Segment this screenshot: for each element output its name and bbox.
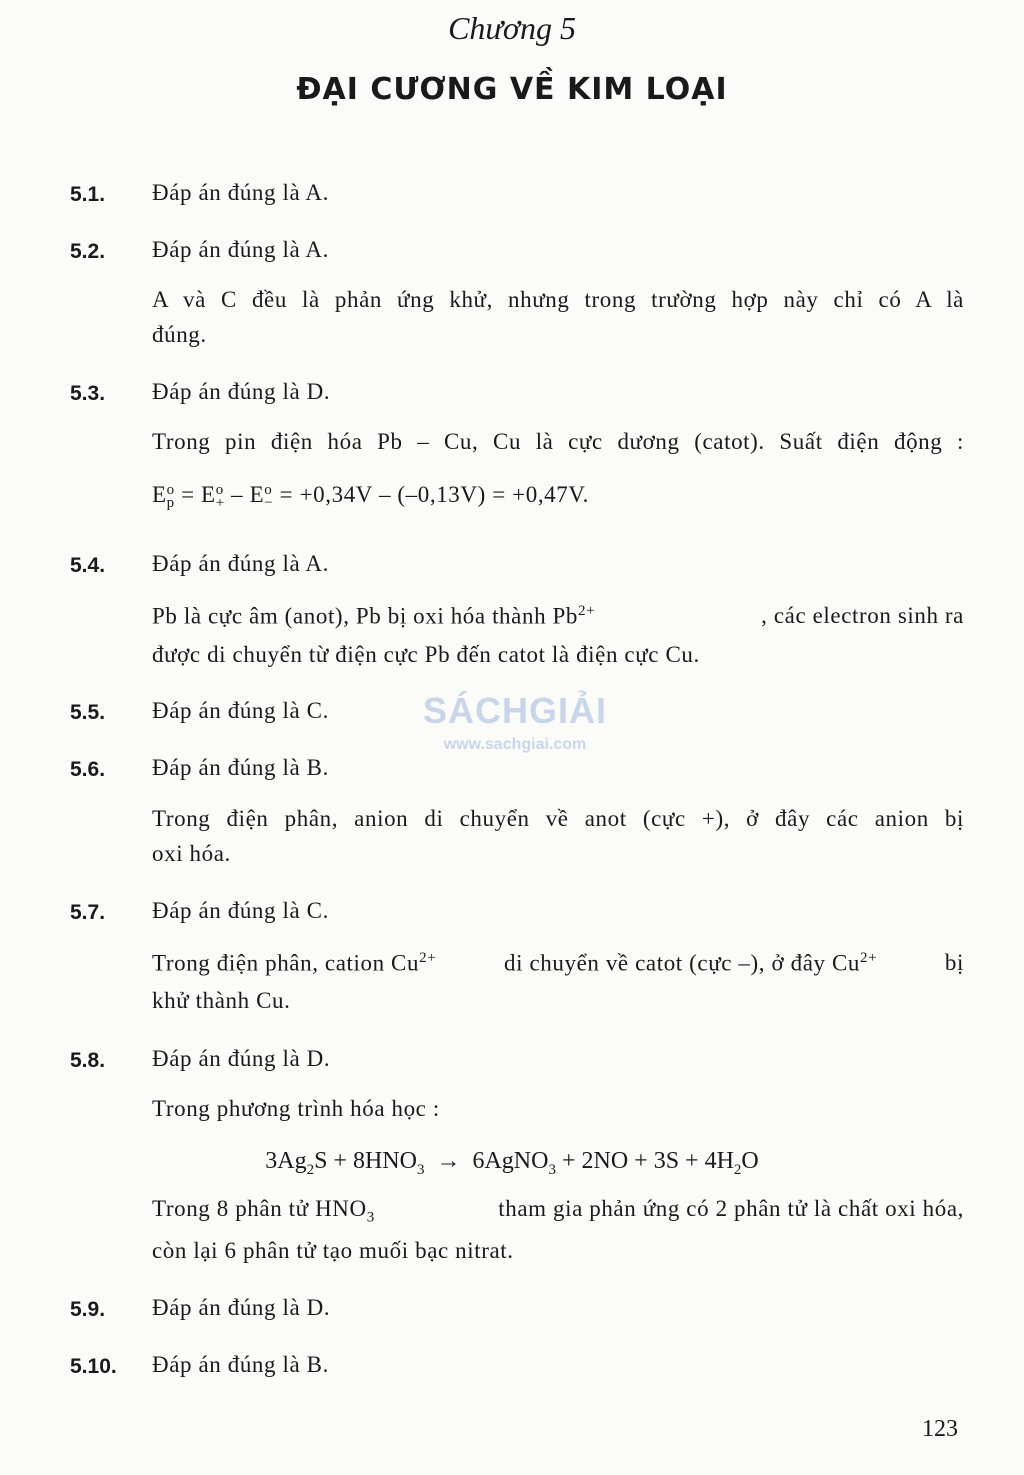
page-number: 123 xyxy=(922,1416,958,1442)
item-number: 5.10. xyxy=(70,1355,117,1378)
item-number: 5.2. xyxy=(70,240,106,263)
answer-text: Đáp án đúng là A. xyxy=(152,180,329,205)
item-number: 5.7. xyxy=(70,901,106,924)
answer-text: Đáp án đúng là B. xyxy=(152,755,329,780)
explanation-line: Trong phương trình hóa học : xyxy=(152,1096,440,1121)
item-number: 5.9. xyxy=(70,1298,106,1321)
watermark-url: www.sachgiai.com xyxy=(443,736,587,753)
watermark xyxy=(410,690,620,754)
explanation-line: được di chuyển từ điện cực Pb đến catot là điện cực Cu. xyxy=(152,642,700,667)
explanation-line: đúng. xyxy=(152,322,207,347)
answer-text: Đáp án đúng là B. xyxy=(152,1352,329,1377)
answer-text: Đáp án đúng là C. xyxy=(152,898,329,923)
item-number: 5.5. xyxy=(70,701,106,724)
explanation-line: còn lại 6 phân tử tạo muối bạc nitrat. xyxy=(152,1238,514,1263)
explanation-line: Pb là cực âm (anot), Pb bị oxi hóa thành $Pb^{2+}$ , các electron sinh ra xyxy=(152,603,964,629)
item-number: 5.3. xyxy=(70,382,106,405)
explanation-line: Trong 8 phân tử $HNO_3$ tham gia phản ứng có 2 phân tử là chất oxi hóa, xyxy=(152,1196,964,1226)
explanation-line: Trong điện phân, cation $Cu^{2+}$ di chuyển về catot (cực –), ở đây $Cu^{2+}$ bị xyxy=(152,950,964,976)
emf-formula: E o p = E o + – E o − = +0,34V – (–0,13V) = +0,47V. xyxy=(152,481,589,511)
item-number: 5.4. xyxy=(70,554,106,577)
watermark-logo: SÁCHGIẢI xyxy=(422,690,607,731)
item-number: 5.1. xyxy=(70,183,106,206)
answer-text: Đáp án đúng là D. xyxy=(152,1295,331,1320)
answer-text: Đáp án đúng là C. xyxy=(152,698,329,723)
explanation-line: oxi hóa. xyxy=(152,841,231,866)
answer-text: Đáp án đúng là A. xyxy=(152,237,329,262)
explanation-line: Trong pin điện hóa Pb – Cu, Cu là cực dương (catot). Suất điện động : xyxy=(152,429,964,454)
page-title: ĐẠI CƯƠNG VỀ KIM LOẠI xyxy=(296,72,728,107)
item-number: 5.8. xyxy=(70,1049,106,1072)
explanation-line: khử thành Cu. xyxy=(152,988,291,1013)
explanation-line: A và C đều là phản ứng khử, nhưng trong trường hợp này chỉ có A là xyxy=(152,287,964,312)
answer-text: Đáp án đúng là A. xyxy=(152,551,329,576)
chemical-equation: $3Ag_2S + 8HNO_3$ → 6AgNO$_3$ + $2NO + 3S + 4H_2O$ xyxy=(265,1148,759,1178)
answer-text: Đáp án đúng là D. xyxy=(152,379,331,404)
answer-text: Đáp án đúng là D. xyxy=(152,1046,331,1071)
item-number: 5.6. xyxy=(70,758,106,781)
chapter-heading: Chương 5 xyxy=(448,10,576,46)
explanation-line: Trong điện phân, anion di chuyển về anot (cực +), ở đây các anion bị xyxy=(152,806,964,831)
